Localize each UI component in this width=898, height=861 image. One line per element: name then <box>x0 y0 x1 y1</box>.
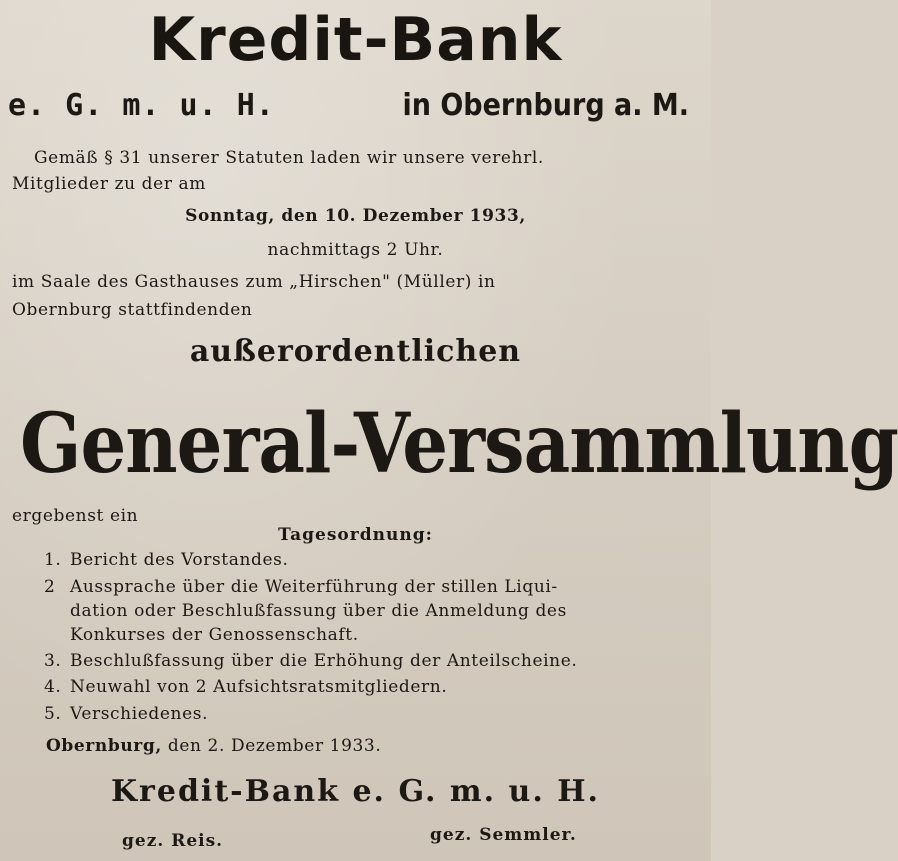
signature-right: gez. Semmler. <box>430 825 577 845</box>
agenda-item-number: 5. <box>44 704 62 724</box>
meeting-event-title: General-Versammlung <box>20 393 898 492</box>
agenda-item <box>44 575 558 599</box>
location: in Obernburg a. M. <box>402 88 689 123</box>
intro-line-2: Mitglieder zu der am <box>12 174 207 194</box>
agenda-item-text: Beschlußfassung über die Erhöhung der Anteilscheine. <box>70 651 578 671</box>
intro-line-1: Gemäß § 31 unserer Statuten laden wir unsere verehrl. <box>34 148 544 168</box>
meeting-time: nachmittags 2 Uhr. <box>267 240 444 260</box>
legal-form: e. G. m. u. H. <box>8 88 275 123</box>
agenda-item-text: Bericht des Vorstandes. <box>70 550 289 570</box>
agenda-item-continuation: Konkurses der Genossenschaft. <box>70 625 359 645</box>
agenda-item <box>44 548 288 572</box>
agenda-heading: Tagesordnung: <box>278 525 433 545</box>
meeting-date: Sonntag, den 10. Dezember 1933, <box>185 206 526 226</box>
agenda-item-text: Neuwahl von 2 Aufsichtsratsmitgliedern. <box>70 677 448 697</box>
venue-line-2: Obernburg stattfindenden <box>12 300 253 320</box>
agenda-item-text: Verschiedenes. <box>70 704 209 724</box>
closing-text: ergebenst ein <box>12 506 139 526</box>
agenda-item-number: 4. <box>44 677 62 697</box>
footer-date: den 2. Dezember 1933. <box>167 736 382 756</box>
agenda-item-continuation: dation oder Beschlußfassung über die Anmeldung des <box>70 601 567 621</box>
agenda-item-text: Aussprache über die Weiterführung der stillen Liqui- <box>70 577 558 597</box>
agenda-item-number: 2 <box>44 577 56 597</box>
signature-left: gez. Reis. <box>122 831 224 851</box>
footer-bank-name: Kredit-Bank e. G. m. u. H. <box>110 774 601 809</box>
bank-title: Kredit-Bank <box>148 5 563 75</box>
date-line <box>46 734 381 758</box>
footer-place: Obernburg, <box>46 736 162 756</box>
agenda-item <box>44 702 208 726</box>
venue-line-1: im Saale des Gasthauses zum „Hirschen" (Müller) in <box>12 272 496 292</box>
agenda-item-number: 3. <box>44 651 62 671</box>
agenda-item-number: 1. <box>44 550 62 570</box>
agenda-item <box>44 675 447 699</box>
meeting-adjective: außerordentlichen <box>189 334 522 369</box>
agenda-item <box>44 649 577 673</box>
